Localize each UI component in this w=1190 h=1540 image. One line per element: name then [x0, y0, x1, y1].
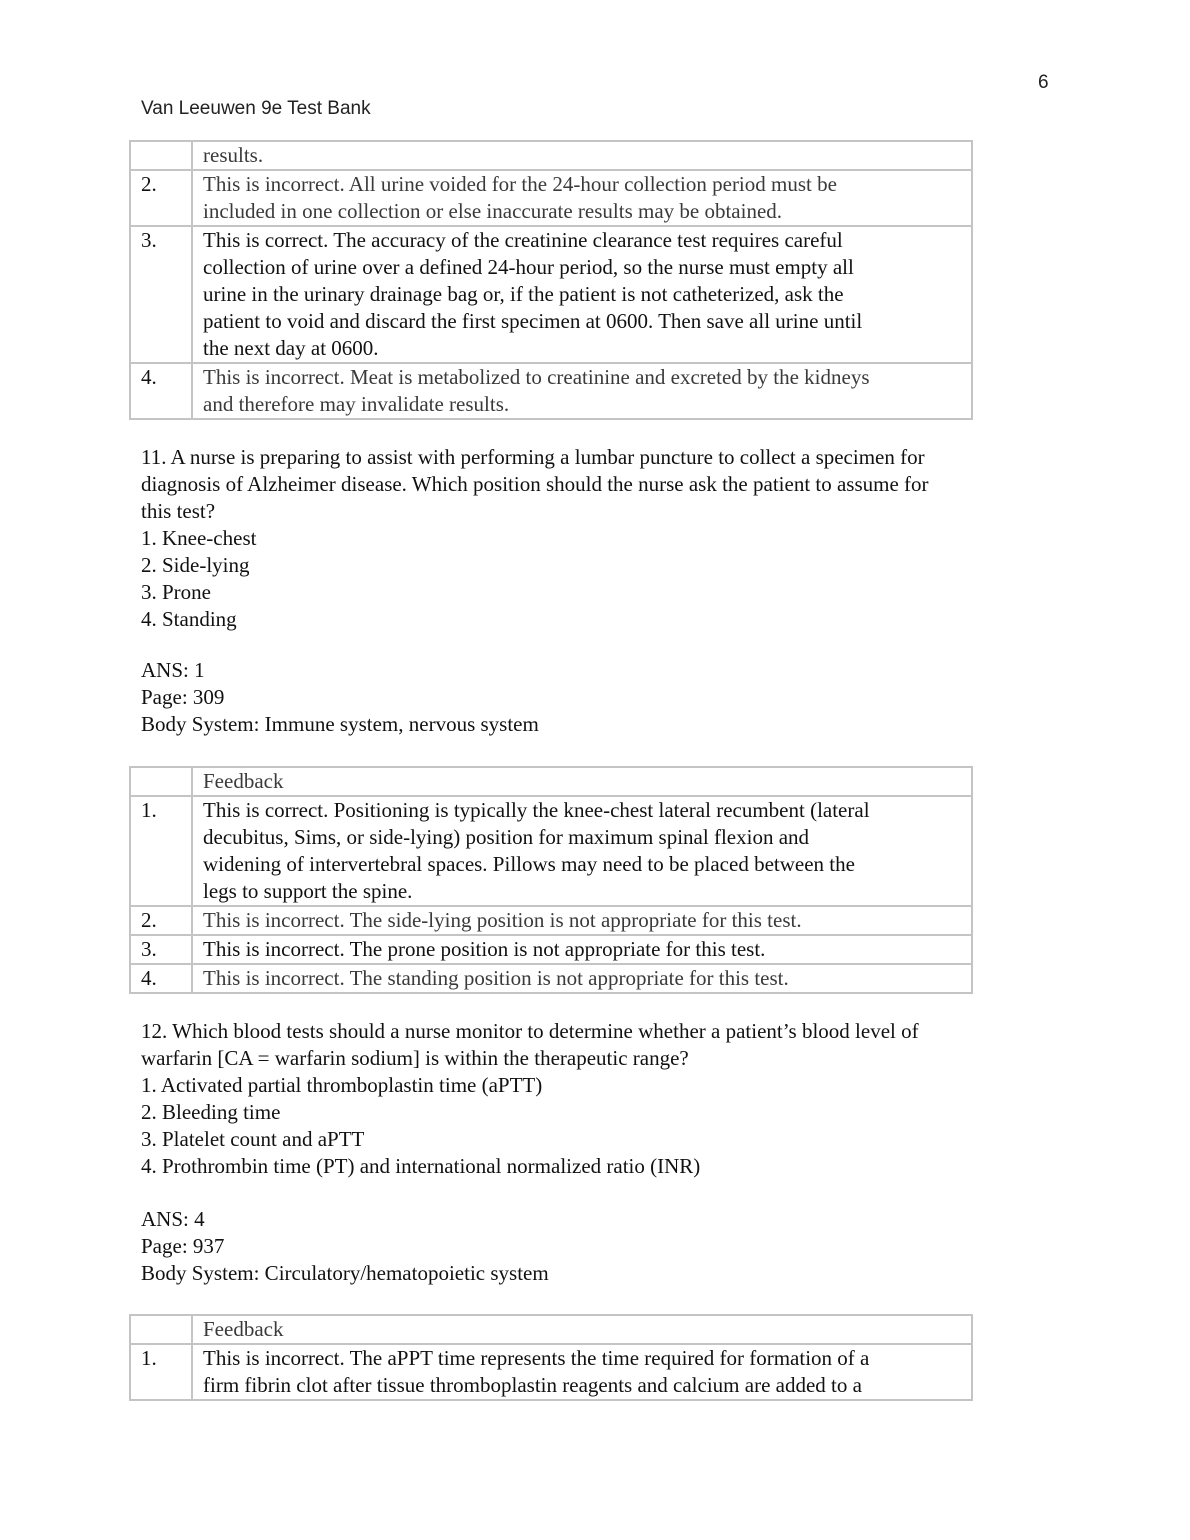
question-11-feedback-table	[129, 766, 973, 994]
feedback-text: This is incorrect. All urine voided for the 24-hour collection period must be included in one collection or else inaccurate results may be obtained.	[192, 170, 972, 226]
question-stem: 11. A nurse is preparing to assist with performing a lumbar puncture to collect a specimen for	[141, 445, 925, 469]
page-ref: Page: 309	[141, 685, 225, 709]
table-row	[130, 226, 972, 363]
body-system: Body System: Circulatory/hematopoietic system	[141, 1261, 549, 1285]
running-header: Van Leeuwen 9e Test Bank	[141, 98, 371, 119]
feedback-text: This is incorrect. The aPPT time represents the time required for formation of a firm fibrin clot after tissue thromboplastin reagents and calcium are added to a	[192, 1344, 972, 1400]
question-11	[141, 444, 1041, 633]
option-1: 1. Knee-chest	[141, 526, 257, 550]
question-12-meta	[141, 1206, 1041, 1287]
feedback-text: This is correct. The accuracy of the creatinine clearance test requires careful collection of urine over a defined 24-hour period, so the nurse must empty all urine in the urinary drainage bag or, if the patient is not catheterized, ask the patient to void and discard the first specimen at 0600. Then save all urine until the next day at 0600.	[192, 226, 972, 363]
table-row	[130, 170, 972, 226]
option-2: 2. Side-lying	[141, 553, 250, 577]
table-header-row	[130, 767, 972, 796]
feedback-header: Feedback	[192, 767, 972, 796]
row-number: 3.	[130, 226, 192, 363]
row-number: 4.	[130, 964, 192, 993]
option-4: 4. Standing	[141, 607, 237, 631]
table-row	[130, 964, 972, 993]
table-row	[130, 141, 972, 170]
row-number: 2.	[130, 906, 192, 935]
table-row	[130, 363, 972, 419]
option-1: 1. Activated partial thromboplastin time (aPTT)	[141, 1073, 543, 1097]
feedback-text: This is incorrect. Meat is metabolized to creatinine and excreted by the kidneys and therefore may invalidate results.	[192, 363, 972, 419]
option-3: 3. Prone	[141, 580, 211, 604]
row-number: 4.	[130, 363, 192, 419]
table-header-row	[130, 1315, 972, 1344]
page-ref: Page: 937	[141, 1234, 225, 1258]
row-number	[130, 141, 192, 170]
question-12-feedback-table	[129, 1314, 973, 1401]
body-system: Body System: Immune system, nervous system	[141, 712, 539, 736]
question-stem: warfarin [CA = warfarin sodium] is within the therapeutic range?	[141, 1046, 689, 1070]
table-row	[130, 1344, 972, 1400]
feedback-header: Feedback	[192, 1315, 972, 1344]
feedback-text: This is incorrect. The standing position is not appropriate for this test.	[192, 964, 972, 993]
answer: ANS: 1	[141, 658, 205, 682]
option-2: 2. Bleeding time	[141, 1100, 281, 1124]
feedback-text: This is incorrect. The prone position is not appropriate for this test.	[192, 935, 972, 964]
question-stem: this test?	[141, 499, 216, 523]
question-12	[141, 1018, 1041, 1180]
table-row	[130, 906, 972, 935]
answer: ANS: 4	[141, 1207, 205, 1231]
continued-feedback-table	[129, 140, 973, 420]
table-row	[130, 796, 972, 906]
row-number: 2.	[130, 170, 192, 226]
page-number: 6	[1038, 72, 1049, 93]
table-row	[130, 935, 972, 964]
option-4: 4. Prothrombin time (PT) and international normalized ratio (INR)	[141, 1154, 701, 1178]
question-stem: diagnosis of Alzheimer disease. Which position should the nurse ask the patient to assume for	[141, 472, 929, 496]
feedback-text: results.	[192, 141, 972, 170]
feedback-text: This is correct. Positioning is typically the knee-chest lateral recumbent (lateral decubitus, Sims, or side-lying) position for maximum spinal flexion and widening of intervertebral spaces. Pillows may need to be placed between the legs to support the spine.	[192, 796, 972, 906]
option-3: 3. Platelet count and aPTT	[141, 1127, 365, 1151]
question-11-meta	[141, 657, 1041, 738]
row-number: 1.	[130, 1344, 192, 1400]
row-number: 1.	[130, 796, 192, 906]
row-number: 3.	[130, 935, 192, 964]
question-stem: 12. Which blood tests should a nurse monitor to determine whether a patient’s blood level of	[141, 1019, 919, 1043]
feedback-text: This is incorrect. The side-lying position is not appropriate for this test.	[192, 906, 972, 935]
